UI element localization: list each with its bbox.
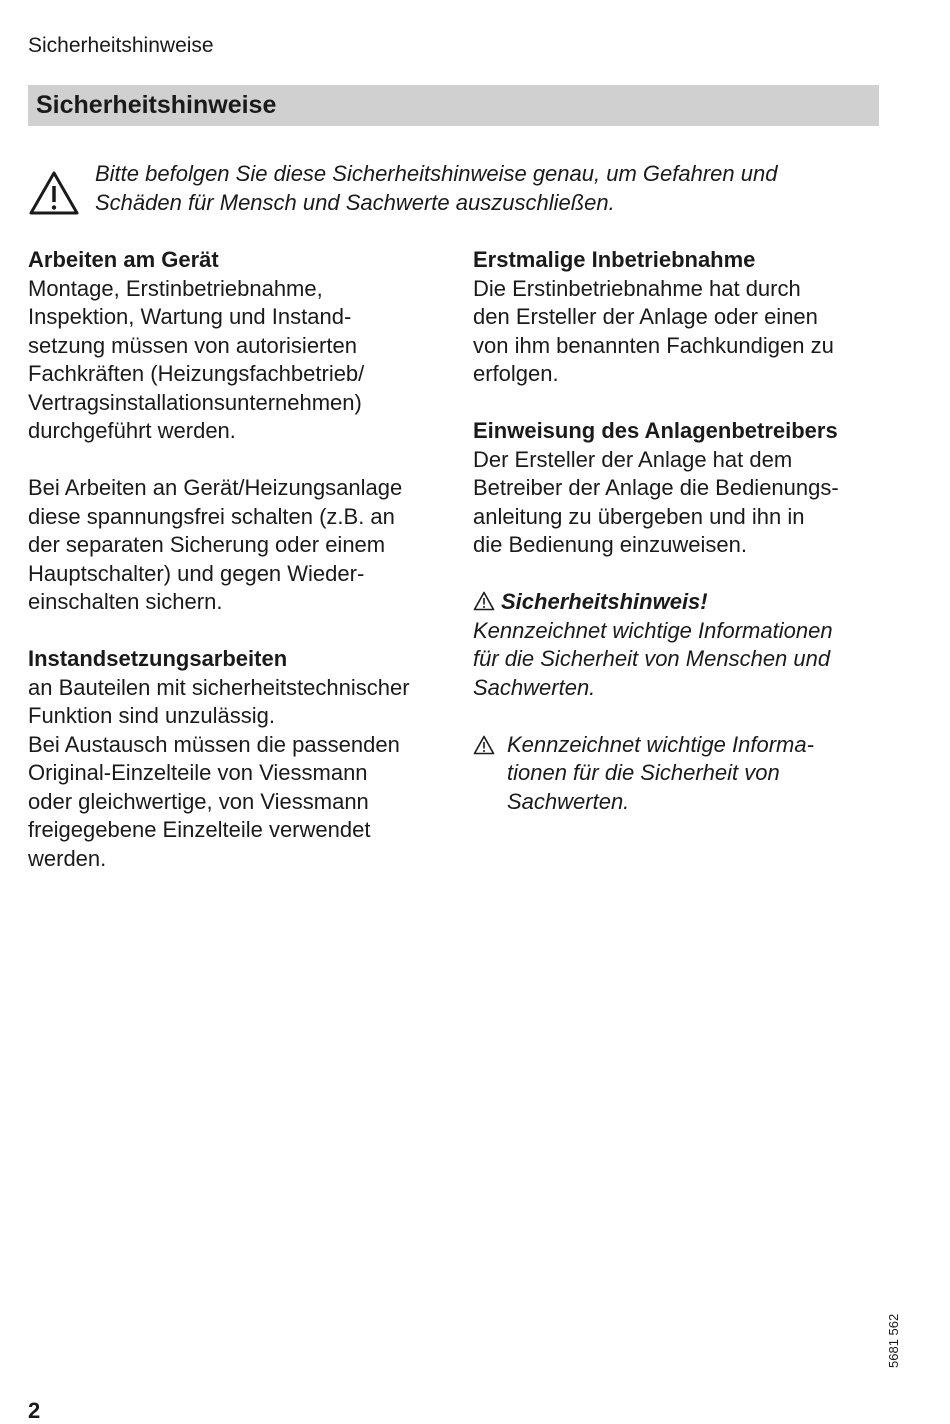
warning-triangle-icon — [473, 591, 495, 611]
text-line: der separaten Sicherung oder einem — [28, 532, 386, 557]
intro-line: Schäden für Mensch und Sachwerte auszuschließen. — [95, 189, 615, 215]
text-line: an Bauteilen mit sicherheitstechnischer — [28, 674, 410, 700]
paragraph-spannungsfrei — [28, 474, 468, 617]
text-line: werden. — [28, 845, 107, 871]
note-sicherheitshinweis — [473, 588, 903, 702]
note-icon-wrap — [473, 731, 507, 817]
text-line: von ihm benannten Fachkundigen zu — [473, 332, 834, 358]
text-line: Die Erstinbetriebnahme hat durch — [473, 275, 801, 301]
text-line: Kennzeichnet wichtige Informa- — [507, 731, 814, 757]
text-line: Sachwerten. — [473, 674, 596, 700]
section-erstmalige-inbetriebnahme — [473, 246, 903, 389]
text-line: einschalten sichern. — [28, 589, 223, 614]
text-line: für die Sicherheit von Menschen und — [473, 646, 831, 671]
intro-text — [95, 160, 895, 217]
text-line: Bei Austausch müssen die passenden — [28, 731, 400, 757]
section-instandsetzungsarbeiten — [28, 645, 468, 873]
section-heading: Instandsetzungsarbeiten — [28, 646, 288, 671]
running-head: Sicherheitshinweise — [28, 34, 214, 57]
warning-triangle-icon — [473, 735, 495, 755]
intro-line: Bitte befolgen Sie diese Sicherheitshinweise genau, um Gefahren und — [95, 161, 778, 186]
text-line: Montage, Erstinbetriebnahme, — [28, 275, 323, 301]
section-arbeiten-am-geraet — [28, 246, 468, 446]
text-line: Bei Arbeiten an Gerät/Heizungsanlage — [28, 475, 403, 500]
page-number: 2 — [28, 1398, 41, 1423]
note-sachwerte — [473, 731, 903, 817]
text-line: erfolgen. — [473, 361, 559, 386]
page-title: Sicherheitshinweise — [36, 91, 277, 119]
right-column — [473, 246, 903, 816]
note-label: Sicherheitshinweis! — [501, 589, 708, 614]
section-title-bar — [28, 85, 879, 126]
left-column — [28, 246, 468, 902]
note-text — [507, 731, 814, 817]
text-line: durchgeführt werden. — [28, 418, 236, 443]
text-line: Fachkräften (Heizungsfachbetrieb/ — [28, 361, 365, 386]
text-line: den Ersteller der Anlage oder einen — [473, 304, 818, 329]
text-line: Sachwerten. — [507, 788, 630, 814]
document-number: 5681 562 — [886, 1313, 901, 1368]
text-line: anleitung zu übergeben und ihn in — [473, 503, 805, 529]
text-line: Vertragsinstallationsunternehmen) — [28, 389, 362, 415]
text-line: Inspektion, Wartung und Instand- — [28, 304, 352, 329]
section-heading: Arbeiten am Gerät — [28, 247, 219, 272]
text-line: Hauptschalter) und gegen Wieder- — [28, 560, 365, 586]
text-line: Betreiber der Anlage die Bedienungs- — [473, 475, 839, 500]
section-einweisung — [473, 417, 903, 560]
text-line: Funktion sind unzulässig. — [28, 703, 276, 728]
text-line: setzung müssen von autorisierten — [28, 332, 357, 358]
text-line: tionen für die Sicherheit von — [507, 760, 780, 785]
text-line: Original-Einzelteile von Viessmann — [28, 760, 368, 785]
text-line: die Bedienung einzuweisen. — [473, 532, 747, 557]
warning-triangle-icon — [28, 170, 80, 216]
text-line: diese spannungsfrei schalten (z.B. an — [28, 503, 395, 529]
text-line: oder gleichwertige, von Viessmann — [28, 788, 369, 814]
text-line: freigegebene Einzelteile verwendet — [28, 817, 371, 842]
text-line: Der Ersteller der Anlage hat dem — [473, 446, 793, 472]
text-line: Kennzeichnet wichtige Informationen — [473, 617, 833, 643]
section-heading: Einweisung des Anlagenbetreibers — [473, 418, 838, 443]
section-heading: Erstmalige Inbetriebnahme — [473, 247, 756, 272]
